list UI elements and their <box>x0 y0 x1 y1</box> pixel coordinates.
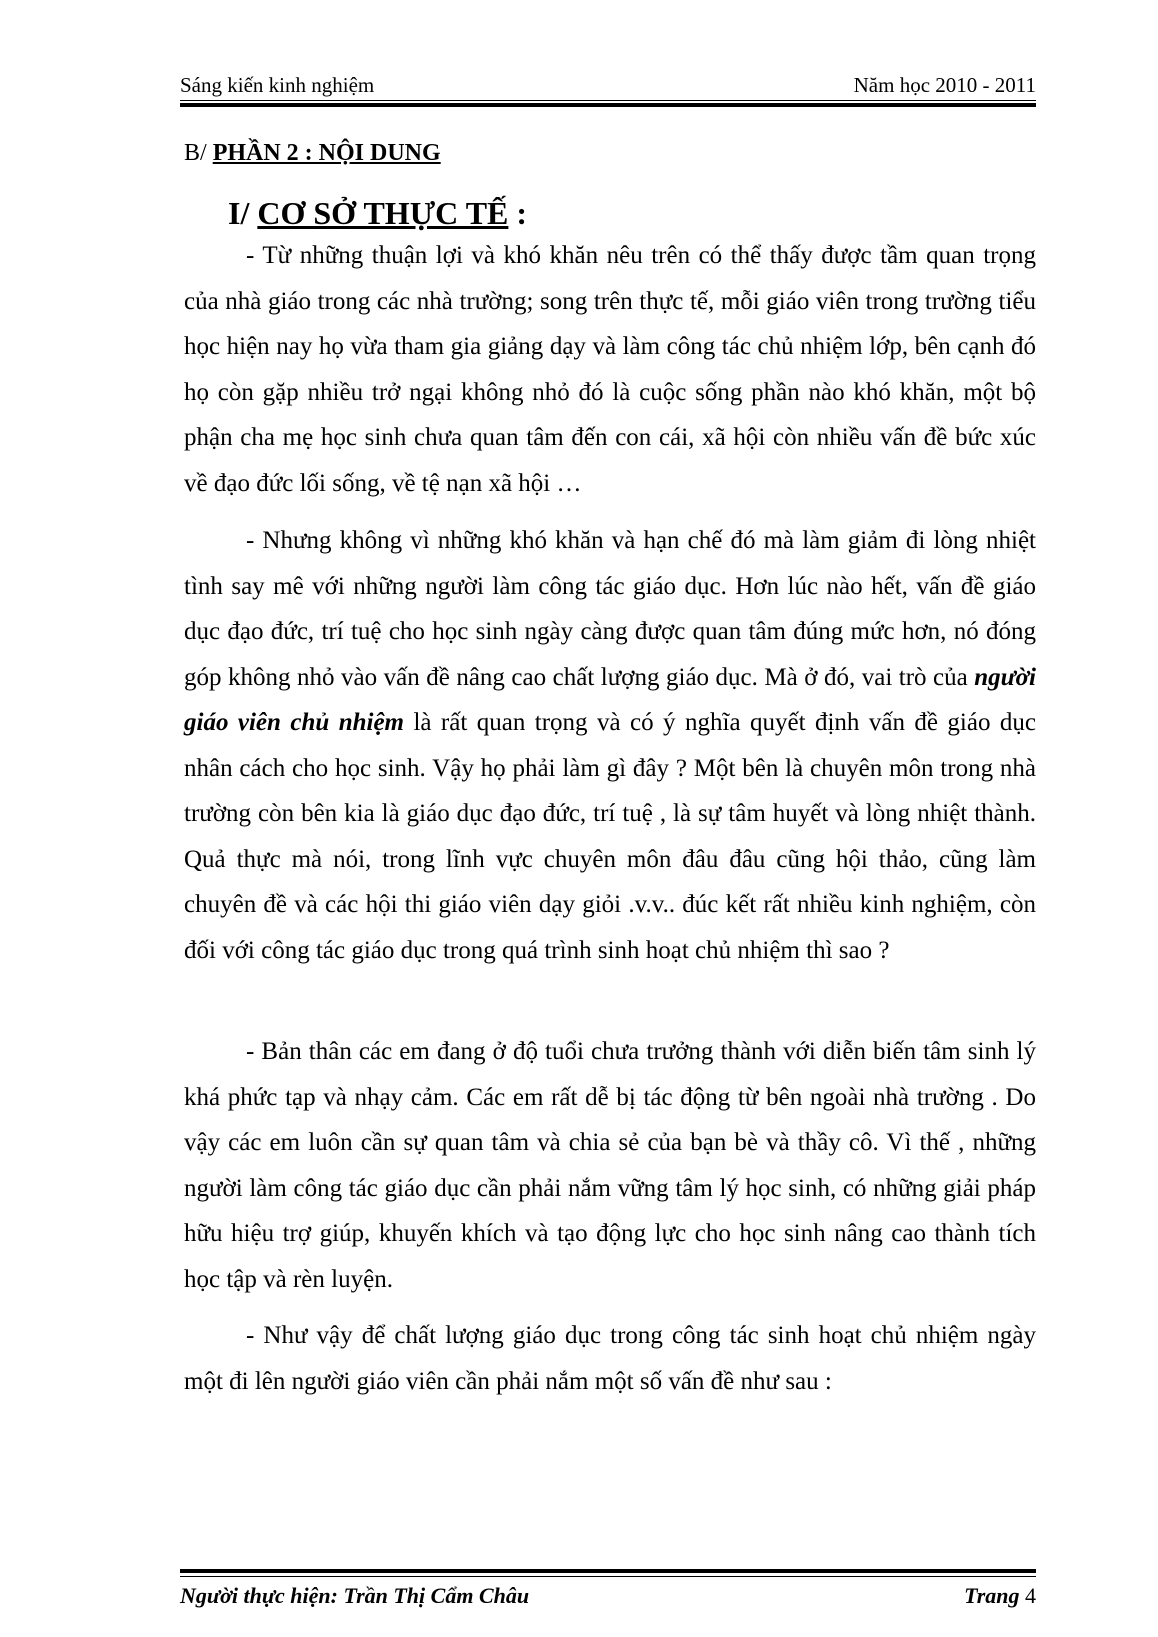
section-title <box>184 140 441 167</box>
header-school-year: Năm học 2010 - 2011 <box>853 73 1036 97</box>
footer-page-label: Trang <box>964 1583 1020 1608</box>
paragraph-2 <box>184 518 1036 973</box>
heading-title-text: CƠ SỞ THỰC TẾ <box>257 195 509 231</box>
header-doc-type: Sáng kiến kinh nghiệm <box>180 73 375 97</box>
footer-page-number: 4 <box>1025 1583 1036 1608</box>
heading-suffix: : <box>508 195 528 231</box>
paragraph-3: - Bản thân các em đang ở độ tuổi chưa trưởng thành với diễn biến tâm sinh lý khá phức tạp và nhạy cảm. Các em rất dễ bị tác động từ bên ngoài nhà trường . Do vậy các em luôn cần sự quan tâm và chia sẻ của bạn bè và thầy cô. Vì thế , những người làm công tác giáo dục cần phải nắm vững tâm lý học sinh, có những giải pháp hữu hiệu trợ giúp, khuyến khích và tạo động lực cho học sinh nâng cao thành tích học tập và rèn luyện. <box>184 1038 1036 1293</box>
paragraph-2-emphasis: người giáo viên chủ nhiệm <box>184 663 1036 736</box>
paragraph-2-text-a: - Nhưng không vì những khó khăn và hạn chế đó mà làm giảm đi lòng nhiệt tình say mê với những người làm công tác giáo dục. Hơn lúc nào hết, vấn đề giáo dục đạo đức, trí tuệ cho học sinh ngày càng được quan tâm đúng mức hơn, nó đóng góp không nhỏ vào vấn đề nâng cao chất lượng giáo dục. Mà ở đó, vai trò của <box>184 527 1036 691</box>
section-title-text: PHẦN 2 : NỘI DUNG <box>212 140 441 166</box>
footer-rule-thick <box>180 1569 1036 1573</box>
heading-title <box>228 195 527 232</box>
paragraph-1: - Từ những thuận lợi và khó khăn nêu trên có thể thấy được tầm quan trọng của nhà giáo trong các nhà trường; song trên thực tế, mỗi giáo viên trong trường tiểu học hiện nay họ vừa tham gia giảng dạy và làm công tác chủ nhiệm lớp, bên cạnh đó họ còn gặp nhiều trở ngại không nhỏ đó là cuộc sống phần nào khó khăn, một bộ phận cha mẹ học sinh chưa quan tâm đến con cái, xã hội còn nhiều vấn đề bức xúc về đạo đức lối sống, về tệ nạn xã hội … <box>184 242 1036 497</box>
footer-author: Người thực hiện: Trần Thị Cẩm Châu <box>180 1583 530 1608</box>
section-prefix: B/ <box>184 140 213 166</box>
paragraph-4: - Như vậy để chất lượng giáo dục trong công tác sinh hoạt chủ nhiệm ngày một đi lên người giáo viên cần phải nắm một số vấn đề như sau : <box>184 1322 1036 1395</box>
page-header <box>180 68 1036 98</box>
page-footer <box>180 1580 1036 1612</box>
header-rule-thin <box>180 100 1036 101</box>
header-rule-thick <box>180 103 1036 107</box>
heading-prefix: I/ <box>228 195 258 231</box>
footer-rule-thin <box>180 1576 1036 1577</box>
footer-page <box>964 1583 1036 1609</box>
paragraph-2-text-b: là rất quan trọng và có ý nghĩa quyết định vấn đề giáo dục nhân cách cho học sinh. Vậy họ phải làm gì đây ? Một bên là chuyên môn trong nhà trường còn bên kia là giáo dục đạo đức, trí tuệ , là sự tâm huyết và lòng nhiệt thành. Quả thực mà nói, trong lĩnh vực chuyên môn đâu đâu cũng hội thảo, cũng làm chuyên đề và các hội thi giáo viên dạy giỏi .v.v.. đúc kết rất nhiều kinh nghiệm, còn đối với công tác giáo dục trong quá trình sinh hoạt chủ nhiệm thì sao ? <box>184 709 1036 964</box>
